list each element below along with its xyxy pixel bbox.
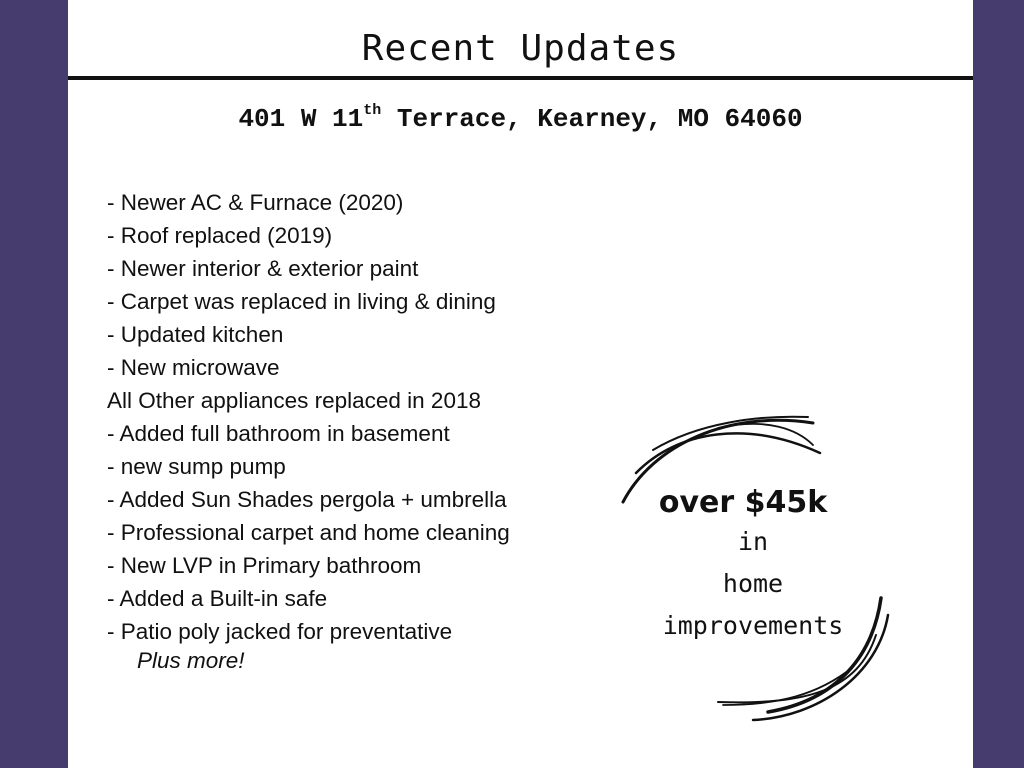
list-item: - Updated kitchen bbox=[107, 322, 284, 347]
list-item: - New LVP in Primary bathroom bbox=[107, 553, 422, 578]
list-item: - Added Sun Shades pergola + umbrella bbox=[107, 487, 507, 512]
badge-amount: over $45k bbox=[658, 485, 828, 520]
list-item: All Other appliances replaced in 2018 bbox=[107, 388, 481, 413]
list-item: - Newer interior & exterior paint bbox=[107, 256, 419, 281]
flyer-page bbox=[68, 0, 973, 768]
list-item: - New microwave bbox=[107, 355, 280, 380]
title-divider bbox=[68, 76, 973, 80]
address-street-number: 401 W 11 bbox=[238, 104, 364, 134]
list-item: - Newer AC & Furnace (2020) bbox=[107, 190, 404, 215]
list-item: - Added a Built-in safe bbox=[107, 586, 328, 611]
list-item: - new sump pump bbox=[107, 454, 286, 479]
address-street-rest: Terrace, Kearney, MO 64060 bbox=[381, 104, 803, 134]
page-title: Recent Updates bbox=[361, 28, 680, 69]
badge-line-in: in bbox=[737, 527, 769, 556]
badge-line-improvements: improvements bbox=[662, 611, 844, 640]
address-ordinal-suffix: th bbox=[363, 102, 382, 119]
plus-more-note: Plus more! bbox=[137, 648, 245, 673]
improvements-badge bbox=[608, 405, 948, 735]
list-item: - Added full bathroom in basement bbox=[107, 421, 450, 446]
list-item: - Professional carpet and home cleaning bbox=[107, 520, 510, 545]
updates-list bbox=[107, 186, 510, 648]
list-item: - Patio poly jacked for preventative bbox=[107, 619, 453, 644]
property-address bbox=[68, 104, 973, 134]
list-item: - Carpet was replaced in living & dining bbox=[107, 289, 496, 314]
list-item: - Roof replaced (2019) bbox=[107, 223, 333, 248]
badge-line-home: home bbox=[722, 569, 784, 598]
